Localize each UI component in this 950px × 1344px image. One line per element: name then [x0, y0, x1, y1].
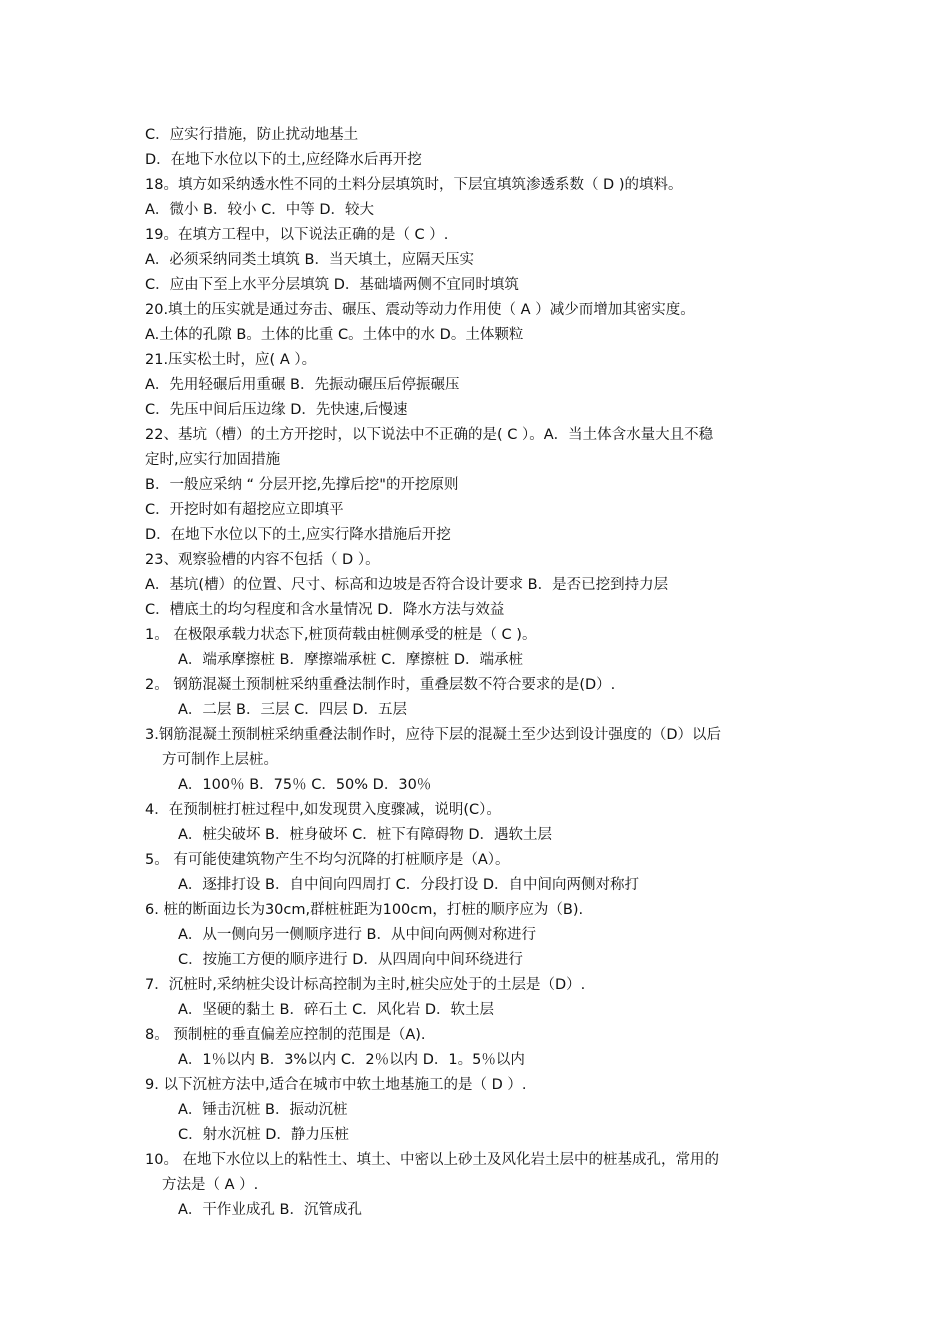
text-line: D．在地下水位以下的土,应经降水后再开挖 [145, 152, 422, 168]
pile-question-2: 2。 钢筋混凝土预制桩采纳重叠法制作时，重叠层数不符合要求的是(D）. [145, 677, 616, 693]
question-19: 19。在填方工程中，以下说法正确的是（ C ）. [145, 227, 449, 243]
pile-options-9: A．锤击沉桩 B．振动沉桩 [178, 1102, 348, 1118]
pile-question-10: 10。 在地下水位以上的粘性土、填土、中密以上砂土及风化岩土层中的桩基成孔，常用的 [145, 1152, 720, 1168]
question-18: 18。填方如采纳透水性不同的土料分层填筑时，下层宜填筑渗透系数（ D )的填料。 [145, 177, 683, 193]
text-line: C．应实行措施，防止扰动地基土 [145, 127, 359, 143]
question-22: 22、基坑（槽）的土方开挖时，以下说法中不正确的是( C ）。A．当土体含水量大且不稳 [145, 427, 714, 443]
pile-question-3: 3.钢筋混凝土预制桩采纳重叠法制作时，应待下层的混凝土至少达到设计强度的（D）以后 [145, 727, 721, 743]
options-18: A．微小 B．较小 C．中等 D．较大 [145, 202, 374, 218]
pile-question-9: 9. 以下沉桩方法中,适合在城市中软土地基施工的是（ D ）. [145, 1077, 527, 1093]
pile-question-10-cont: 方法是（ A ）. [162, 1177, 259, 1193]
pile-options-3: A．100％ B．75％ C．50% D．30％ [178, 777, 432, 793]
pile-question-6: 6. 桩的断面边长为30cm,群桩桩距为100cm，打桩的顺序应为（B). [145, 902, 584, 918]
pile-options-6: C．按施工方便的顺序进行 D．从四周向中间环绕进行 [178, 952, 523, 968]
pile-question-1: 1。 在极限承载力状态下,桩顶荷载由桩侧承受的桩是（ C )。 [145, 627, 537, 643]
pile-options-9: C．射水沉桩 D．静力压桩 [178, 1127, 349, 1143]
question-21: 21.压实松土时，应( A ）。 [145, 352, 317, 368]
pile-question-5: 5。 有可能使建筑物产生不均匀沉降的打桩顺序是（A）。 [145, 852, 510, 868]
question-22-cont: 定时,应实行加固措施 [145, 452, 281, 468]
options-21: A．先用轻碾后用重碾 B．先振动碾压后停振碾压 [145, 377, 460, 393]
options-23: C．槽底土的均匀程度和含水量情况 D．降水方法与效益 [145, 602, 505, 618]
pile-question-3-cont: 方可制作上层桩。 [162, 752, 278, 768]
pile-question-8: 8。 预制桩的垂直偏差应控制的范围是（A). [145, 1027, 426, 1043]
options-21: C．先压中间后压边缘 D．先快速,后慢速 [145, 402, 408, 418]
pile-question-4: 4．在预制桩打桩过程中,如发现贯入度骤减，说明(C）。 [145, 802, 501, 818]
pile-options-4: A．桩尖破坏 B．桩身破坏 C．桩下有障碍物 D．遇软土层 [178, 827, 552, 843]
pile-question-7: 7．沉桩时,采纳桩尖设计标高控制为主时,桩尖应处于的土层是（D）. [145, 977, 586, 993]
pile-options-1: A．端承摩擦桩 B．摩擦端承桩 C．摩擦桩 D．端承桩 [178, 652, 523, 668]
options-22: B．一般应采纳 “ 分层开挖,先撑后挖"的开挖原则 [145, 477, 459, 493]
pile-options-2: A．二层 B．三层 C．四层 D．五层 [178, 702, 407, 718]
pile-options-5: A．逐排打设 B．自中间向四周打 C．分段打设 D．自中间向两侧对称打 [178, 877, 639, 893]
options-22: D．在地下水位以下的土,应实行降水措施后开挖 [145, 527, 451, 543]
pile-options-8: A．1％以内 B．3%以内 C．2％以内 D．1。5％以内 [178, 1052, 525, 1068]
options-19: A．必须采纳同类土填筑 B．当天填土，应隔天压实 [145, 252, 474, 268]
pile-options-6: A．从一侧向另一侧顺序进行 B．从中间向两侧对称进行 [178, 927, 536, 943]
options-23: A．基坑(槽）的位置、尺寸、标高和边坡是否符合设计要求 B．是否已挖到持力层 [145, 577, 669, 593]
pile-options-7: A．坚硬的黏土 B．碎石土 C．风化岩 D．软土层 [178, 1002, 494, 1018]
question-23: 23、观察验槽的内容不包括（ D ）。 [145, 552, 380, 568]
options-22: C．开挖时如有超挖应立即填平 [145, 502, 344, 518]
question-20: 20.填土的压实就是通过夯击、碾压、震动等动力作用使（ A ）减少而增加其密实度。 [145, 302, 695, 318]
options-20: A.土体的孔隙 B。土体的比重 C。土体中的水 D。土体颗粒 [145, 327, 524, 343]
options-19: C．应由下至上水平分层填筑 D．基础墙两侧不宜同时填筑 [145, 277, 519, 293]
pile-options-10: A．干作业成孔 B．沉管成孔 [178, 1202, 362, 1218]
